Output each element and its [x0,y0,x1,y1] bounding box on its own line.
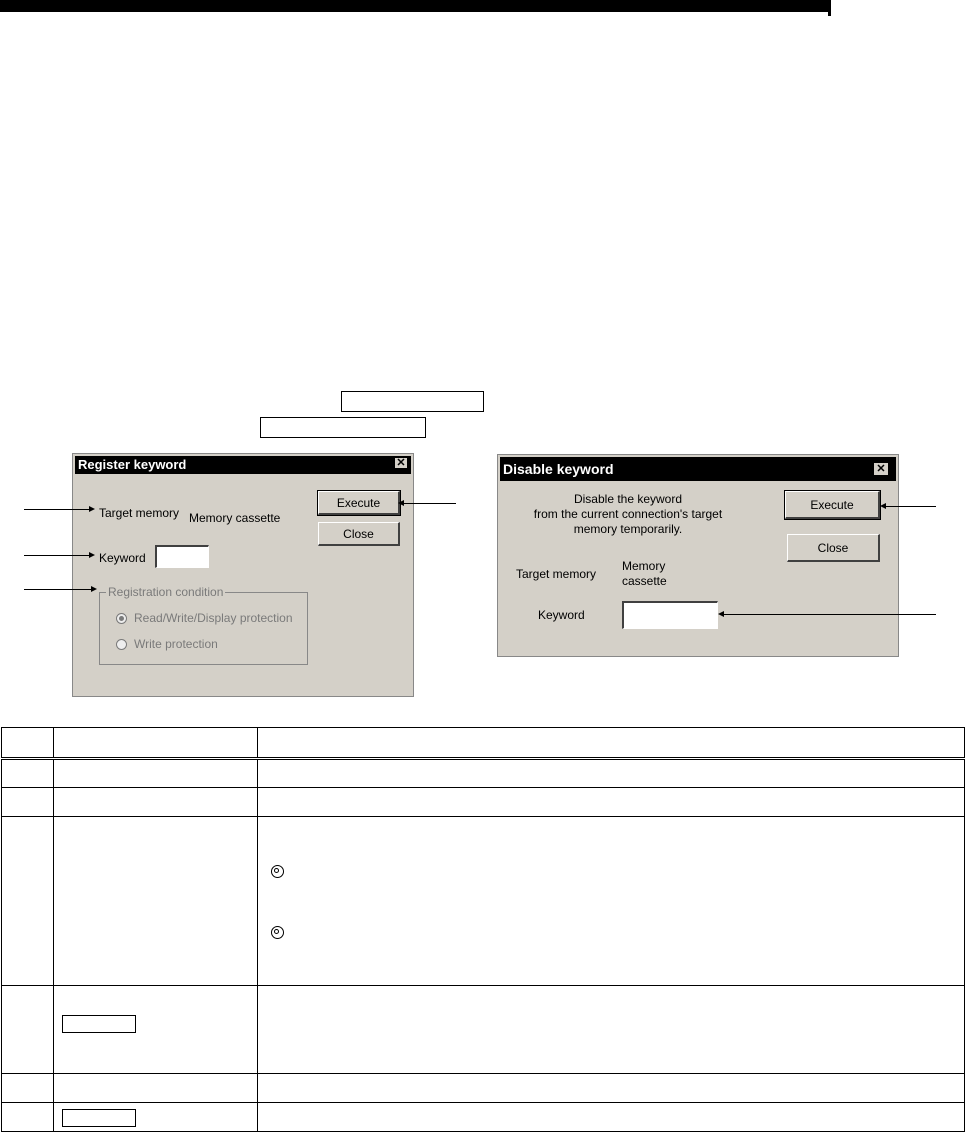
table-row [2,1074,965,1103]
registration-condition-group [99,585,308,665]
register-keyword-label: Keyword [99,551,146,565]
menu-path-box-1 [341,391,484,412]
table-row [2,1103,965,1132]
header-bar [0,0,829,12]
callout-line-keyword [24,555,91,556]
disable-target-memory-value-line-2: cassette [622,574,667,588]
table-cell [54,817,258,986]
disable-message-line-1: Disable the keyword [573,492,683,506]
write-protection-radio[interactable] [116,639,127,650]
disable-close-button[interactable]: Close [787,534,880,562]
disable-keyword-dialog [497,454,899,657]
callout-line-target-memory [24,509,91,510]
disable-dialog-title [500,457,896,481]
table-cell [258,1103,965,1132]
table-row [2,986,965,1074]
table-cell [54,728,258,759]
register-target-memory-label: Target memory [99,506,180,520]
description-table [1,727,965,1132]
disable-dialog-title-text: Disable keyword [503,461,614,477]
callout-arrow-target-memory [89,506,95,512]
register-keyword-input[interactable] [155,545,209,568]
table-cell [2,1103,54,1132]
table-cell [54,788,258,817]
register-target-memory-value: Memory cassette [189,511,281,525]
bullet-circle-icon [271,865,284,878]
register-execute-button[interactable]: Execute [318,491,400,515]
read-write-display-label: Read/Write/Display protection [134,611,293,625]
disable-keyword-label: Keyword [538,608,585,622]
disable-message-line-2: from the current connection's target [533,507,723,521]
callout-arrow-keyword [89,552,95,558]
button-label-box [62,1015,136,1033]
callout-line-disable-keyword [722,614,936,615]
table-cell [2,788,54,817]
disable-dialog-message [498,492,758,537]
table-cell [258,817,965,986]
register-dialog-close-icon[interactable]: ✕ [394,457,408,469]
menu-path-box-2 [260,417,426,438]
table-cell [258,1074,965,1103]
table-row [2,759,965,788]
disable-dialog-close-icon[interactable]: ✕ [873,462,889,476]
table-cell [54,1074,258,1103]
table-header-row [2,728,965,759]
table-cell [258,728,965,759]
read-write-display-radio[interactable] [116,613,127,624]
table-cell [2,728,54,759]
table-cell [54,986,258,1074]
disable-execute-button[interactable]: Execute [785,491,880,519]
table-cell [258,759,965,788]
button-label-box [62,1109,136,1127]
callout-arrow-disable-keyword [718,611,724,617]
table-cell [258,986,965,1074]
table-cell [2,986,54,1074]
disable-message-line-3: memory temporarily. [573,522,683,536]
write-protection-label: Write protection [134,637,218,651]
callout-line-register-execute [402,503,456,504]
table-cell [54,759,258,788]
disable-target-memory-label: Target memory [516,567,597,581]
table-cell [54,1103,258,1132]
bullet-circle-icon [271,926,284,939]
register-keyword-dialog [72,453,414,697]
table-row [2,817,965,986]
disable-target-memory-value [622,559,667,589]
table-cell [2,1074,54,1103]
disable-keyword-input[interactable] [622,601,718,629]
callout-line-disable-execute [884,506,936,507]
register-dialog-title-text: Register keyword [78,457,187,472]
register-close-button[interactable]: Close [318,522,400,546]
disable-target-memory-value-line-1: Memory [622,559,666,573]
register-dialog-title [75,456,411,474]
table-cell [2,817,54,986]
callout-arrow-disable-execute [880,503,886,509]
table-cell [258,788,965,817]
radio-selected-dot [119,616,124,621]
table-row [2,788,965,817]
header-bar-edge [828,0,831,16]
table-cell [2,759,54,788]
callout-arrow-registration [91,586,97,592]
registration-condition-label: Registration condition [108,585,224,599]
callout-line-registration [24,589,93,590]
callout-arrow-register-execute [398,500,404,506]
